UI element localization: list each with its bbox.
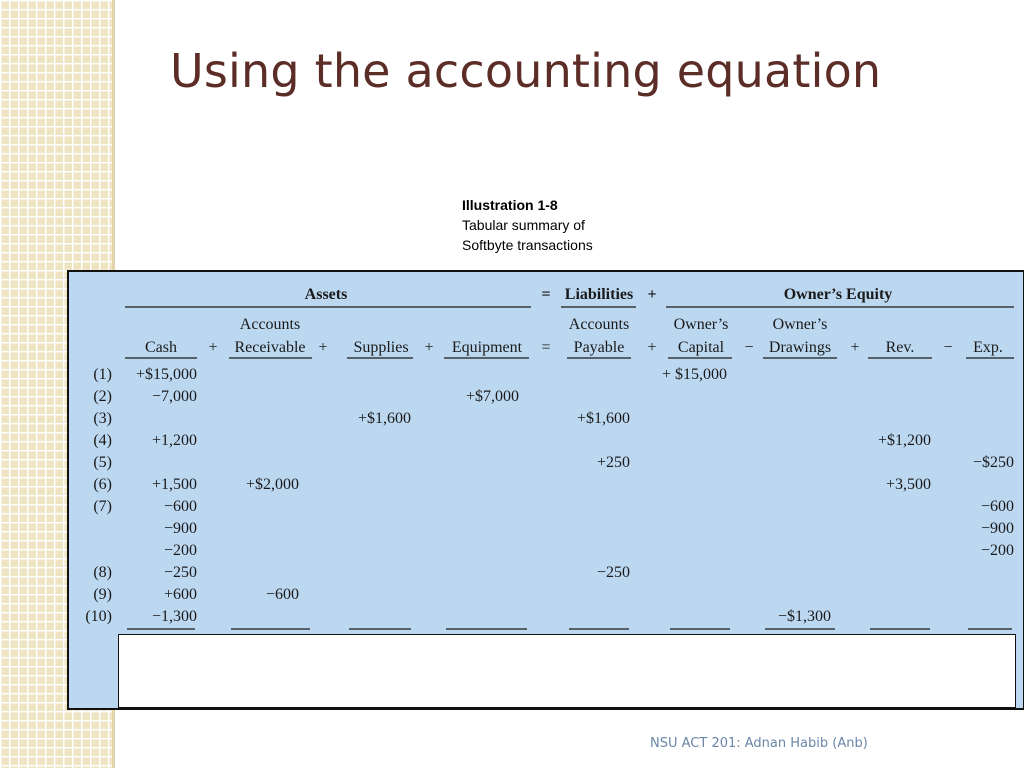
table-cell: −200 [163, 542, 197, 559]
slide-title: Using the accounting equation [170, 44, 882, 98]
row-label: (8) [93, 564, 112, 581]
table-cell: −900 [980, 520, 1014, 537]
operator-sign: − [744, 339, 754, 356]
column-header: Rev. [885, 339, 915, 356]
operator-sign: + [318, 339, 328, 356]
table-cell: −600 [265, 586, 299, 603]
table-cell: +$1,600 [357, 410, 411, 427]
table-cell: −$250 [972, 454, 1014, 471]
operator-sign: + [208, 339, 218, 356]
operator-sign: − [943, 339, 953, 356]
column-header: Payable [573, 339, 625, 356]
table-cell: −200 [980, 542, 1014, 559]
row-label: (1) [93, 366, 112, 383]
caption-heading: Illustration 1-8 [462, 197, 558, 213]
column-header: Supplies [353, 339, 409, 356]
row-label: (6) [93, 476, 112, 493]
table-cell: + $15,000 [661, 366, 727, 383]
table-cell: +$2,000 [245, 476, 299, 493]
table-cell: +1,200 [151, 432, 197, 449]
slide-footer: NSU ACT 201: Adnan Habib (Anb) [650, 736, 868, 751]
table-cell: −900 [163, 520, 197, 537]
row-label: (3) [93, 410, 112, 427]
row-label: (5) [93, 454, 112, 471]
column-header-top: Owner’s [673, 316, 729, 333]
column-header: Drawings [768, 339, 832, 356]
column-header-top: Accounts [239, 316, 301, 333]
column-header: Capital [677, 339, 725, 356]
liabilities-group-header: Liabilities [564, 286, 634, 303]
caption-line-1: Tabular summary of [462, 217, 585, 233]
owners-equity-group-header: Owner’s Equity [783, 286, 893, 303]
table-cell: −$1,300 [777, 608, 831, 625]
column-header-top: Owner’s [772, 316, 828, 333]
plus-sign-header: + [647, 286, 657, 303]
table-cell: +$1,600 [576, 410, 630, 427]
row-label: (4) [93, 432, 112, 449]
table-cell: +600 [163, 586, 197, 603]
column-header: Equipment [451, 339, 523, 356]
table-cell: +$7,000 [465, 388, 519, 405]
table-cell: −600 [980, 498, 1014, 515]
assets-group-header: Assets [304, 286, 348, 303]
table-cell: +$1,200 [877, 432, 931, 449]
table-cell: −7,000 [151, 388, 197, 405]
column-header: Exp. [973, 339, 1003, 356]
table-cell: +1,500 [151, 476, 197, 493]
row-label: (2) [93, 388, 112, 405]
row-label: (7) [93, 498, 112, 515]
table-cell: +3,500 [885, 476, 931, 493]
equals-sign-header: = [541, 286, 551, 303]
table-cell: −600 [163, 498, 197, 515]
table-cell: −1,300 [151, 608, 197, 625]
table-cell: +250 [596, 454, 630, 471]
row-label: (9) [93, 586, 112, 603]
column-header: Cash [145, 339, 177, 356]
row-label: (10) [85, 608, 112, 625]
operator-sign: + [424, 339, 434, 356]
column-header: Receivable [234, 339, 306, 356]
table-cell: +$15,000 [135, 366, 197, 383]
operator-sign: + [850, 339, 860, 356]
operator-sign: + [647, 339, 657, 356]
table-cell: −250 [596, 564, 630, 581]
operator-sign: = [541, 339, 551, 356]
column-header-top: Accounts [568, 316, 630, 333]
table-cell: −250 [163, 564, 197, 581]
caption-line-2: Softbyte transactions [462, 237, 593, 253]
